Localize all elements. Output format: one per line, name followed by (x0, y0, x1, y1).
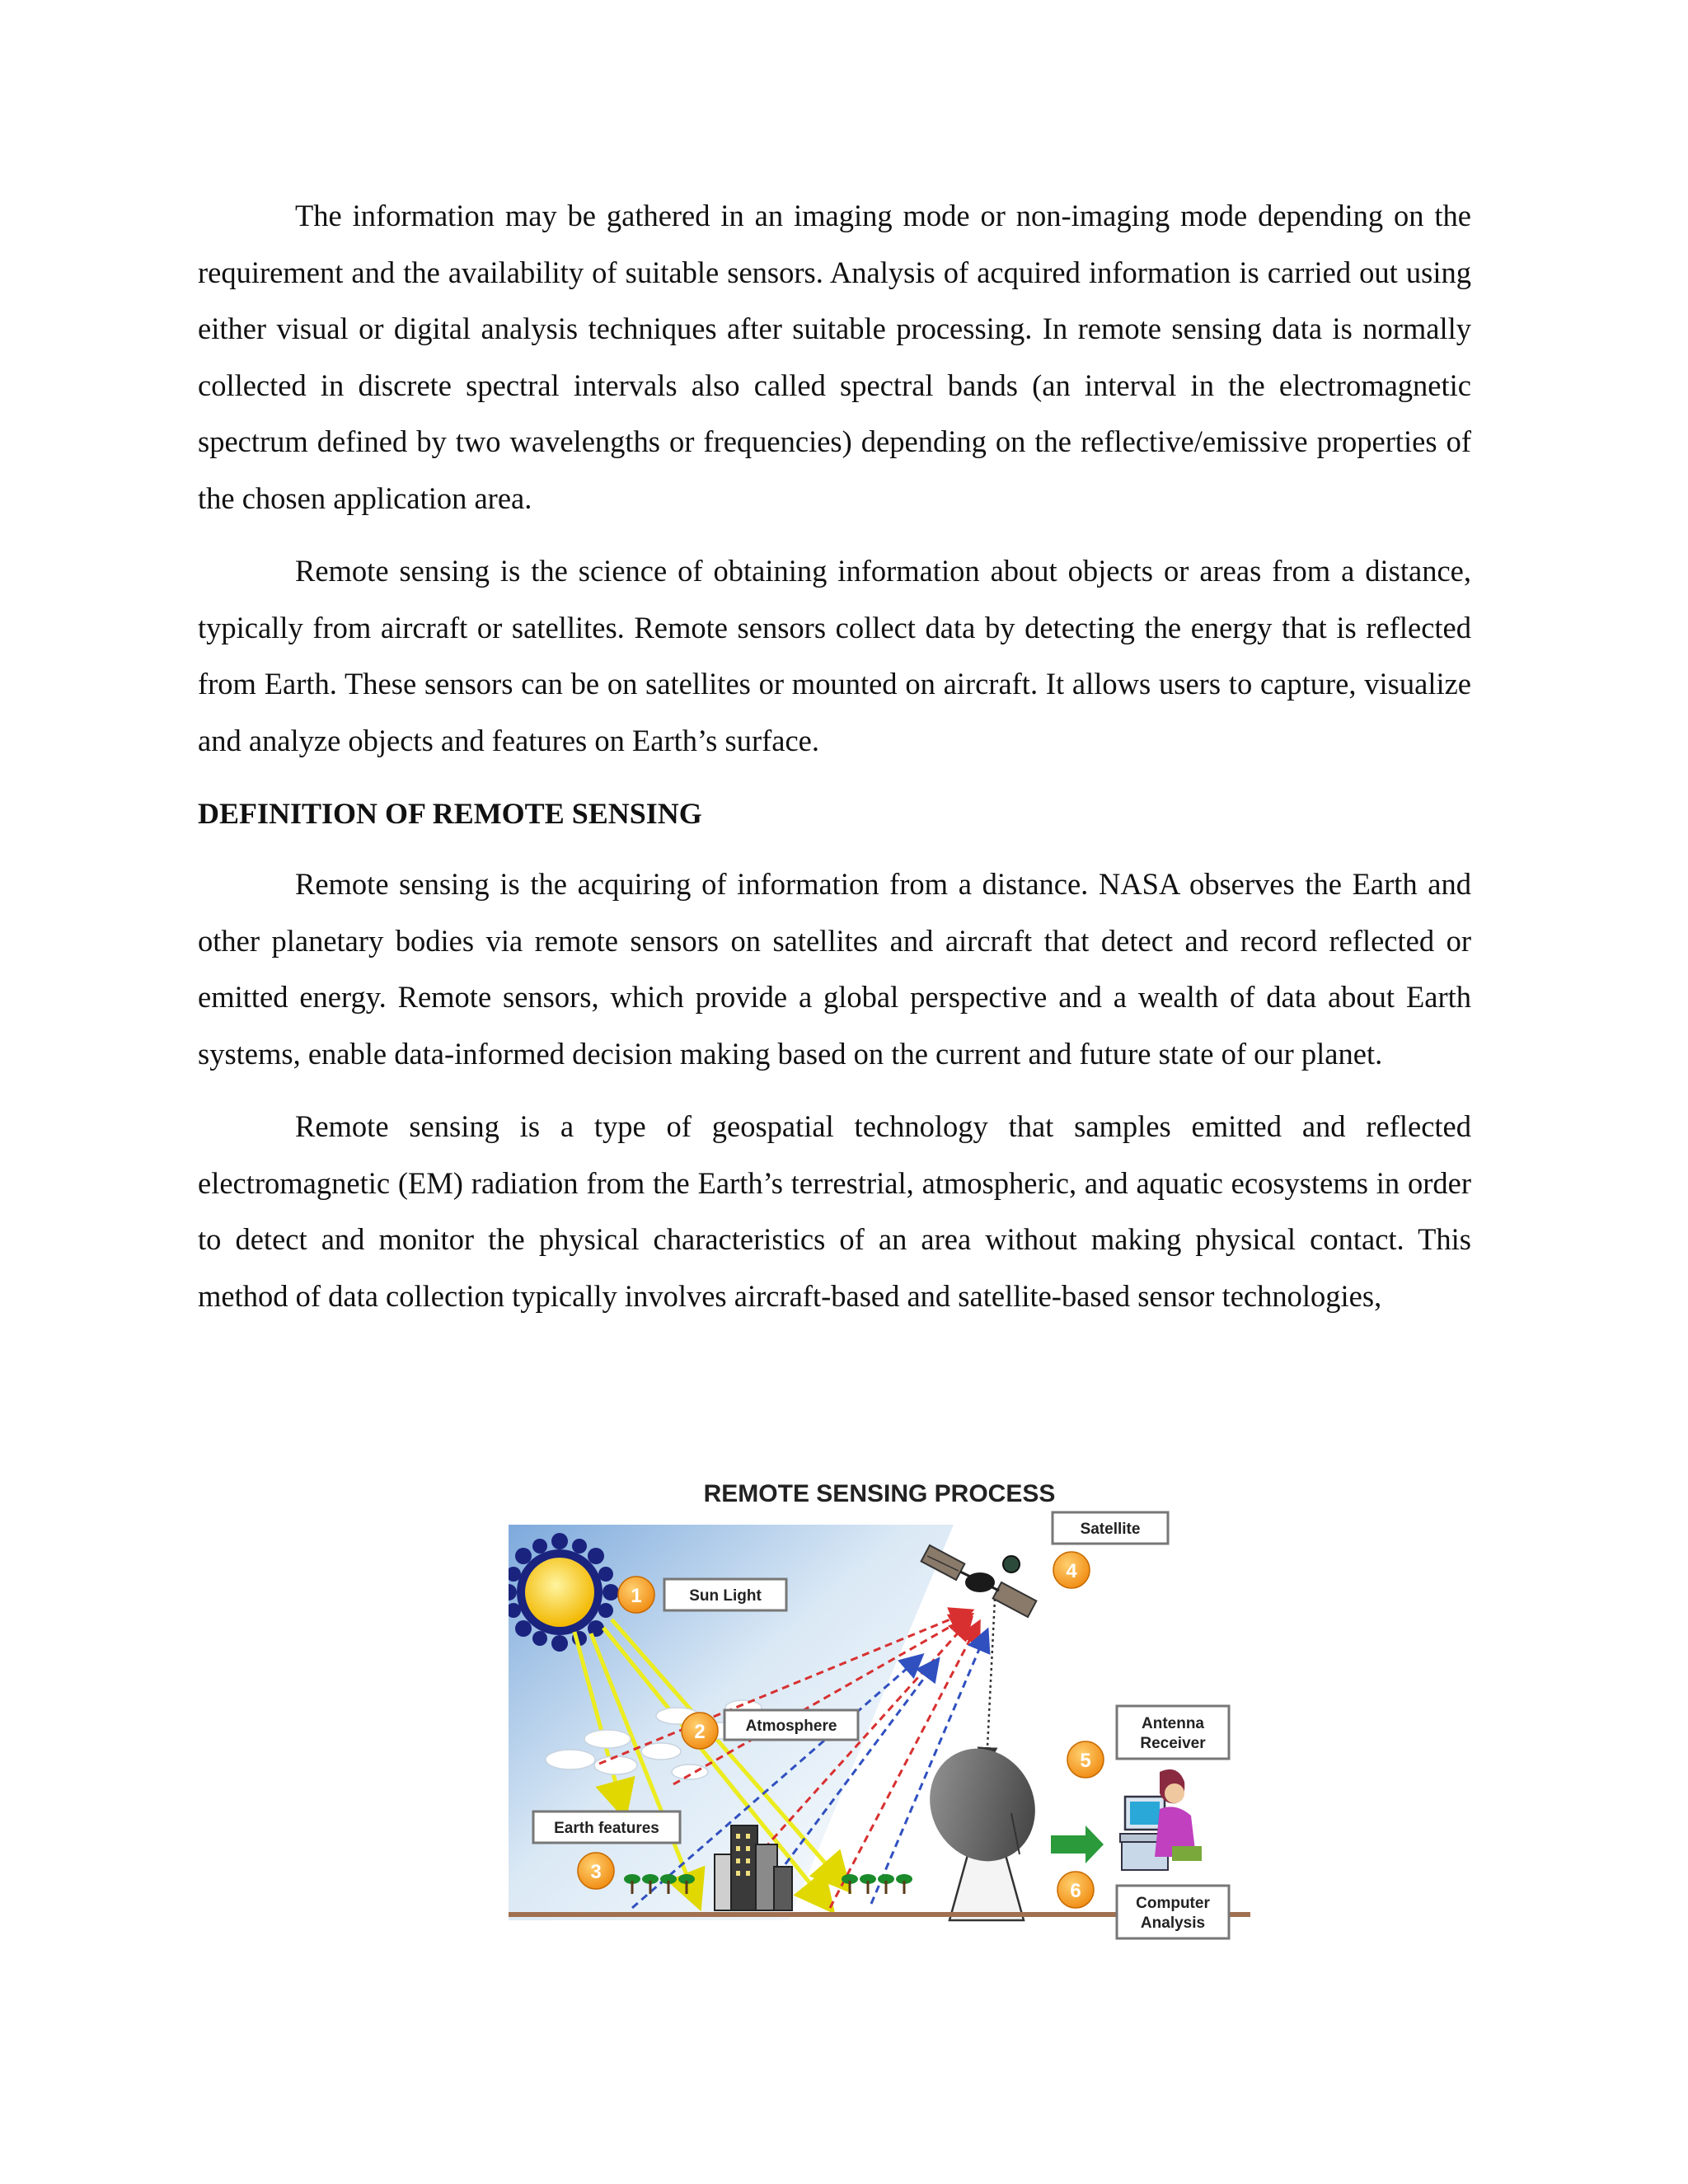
svg-text:5: 5 (1080, 1750, 1091, 1772)
svg-text:1: 1 (631, 1585, 642, 1607)
remote-sensing-figure (509, 1459, 1250, 1945)
remote-sensing-diagram (509, 1459, 1250, 1945)
step-badge-2 (682, 1713, 718, 1749)
label-earth-features (533, 1811, 680, 1843)
svg-text:Computer: Computer (1136, 1895, 1210, 1912)
label-satellite (1053, 1512, 1168, 1544)
step-badge-6 (1057, 1872, 1094, 1908)
paragraph-2: Remote sensing is the science of obtaining information about objects or areas from a distance, typically from aircraft or satellites. Remote sensors collect data by detecting the energy that is reflected from Earth. These sensors can be on satellites or mounted on aircraft. It allows users to capture, visualize and analyze objects and features on Earth’s surface. (198, 554, 1471, 757)
svg-text:2: 2 (694, 1721, 706, 1743)
svg-text:Analysis: Analysis (1140, 1915, 1206, 1932)
figure-title: REMOTE SENSING PROCESS (703, 1480, 1056, 1507)
svg-text:Sun Light: Sun Light (689, 1587, 762, 1605)
svg-text:Antenna: Antenna (1142, 1715, 1204, 1732)
step-badge-3 (578, 1853, 614, 1889)
svg-text:Atmosphere: Atmosphere (745, 1718, 837, 1735)
paragraph-1: The information may be gathered in an imaging mode or non-imaging mode depending on the requirement and the availability of suitable sensors. Analysis of acquired information is carried out using either visual or digital analysis techniques after suitable processing. In remote sensing data is normally collected in discrete spectral intervals also called spectral bands (an interval in the electromagnetic spectrum defined by two wavelengths or frequencies) depending on the reflective/emissive properties of the chosen application area. (198, 199, 1471, 515)
paragraph-3: Remote sensing is the acquiring of information from a distance. NASA observes the Earth and other planetary bodies via remote sensors on satellites and aircraft that detect and record reflected or emitted energy. Remote sensors, which provide a global perspective and a wealth of data about Earth systems, enable data-informed decision making based on the current and future state of our planet. (198, 867, 1471, 1071)
label-computer-analysis (1117, 1886, 1229, 1938)
svg-text:4: 4 (1066, 1560, 1077, 1582)
svg-text:Earth features: Earth features (554, 1820, 659, 1837)
label-atmosphere (724, 1710, 858, 1740)
section-heading: DEFINITION OF REMOTE SENSING (198, 797, 702, 830)
label-sun-light (664, 1579, 786, 1610)
svg-text:Receiver: Receiver (1140, 1735, 1206, 1752)
document-body (198, 188, 1471, 1341)
step-badge-4 (1053, 1552, 1090, 1588)
svg-text:6: 6 (1070, 1880, 1081, 1902)
svg-text:3: 3 (590, 1861, 602, 1883)
svg-text:Satellite: Satellite (1080, 1521, 1141, 1538)
label-antenna-receiver (1117, 1706, 1229, 1759)
step-badge-1 (618, 1577, 654, 1613)
paragraph-4: Remote sensing is a type of geospatial technology that samples emitted and reflected electromagnetic (EM) radiation from the Earth’s terrestrial, atmospheric, and aquatic ecosystems in order to detect and monitor the physical characteristics of an area without making physical contact. This method of data collection typically involves aircraft-based and satellite-based sensor technologies, (198, 1109, 1471, 1313)
step-badge-5 (1067, 1741, 1104, 1778)
